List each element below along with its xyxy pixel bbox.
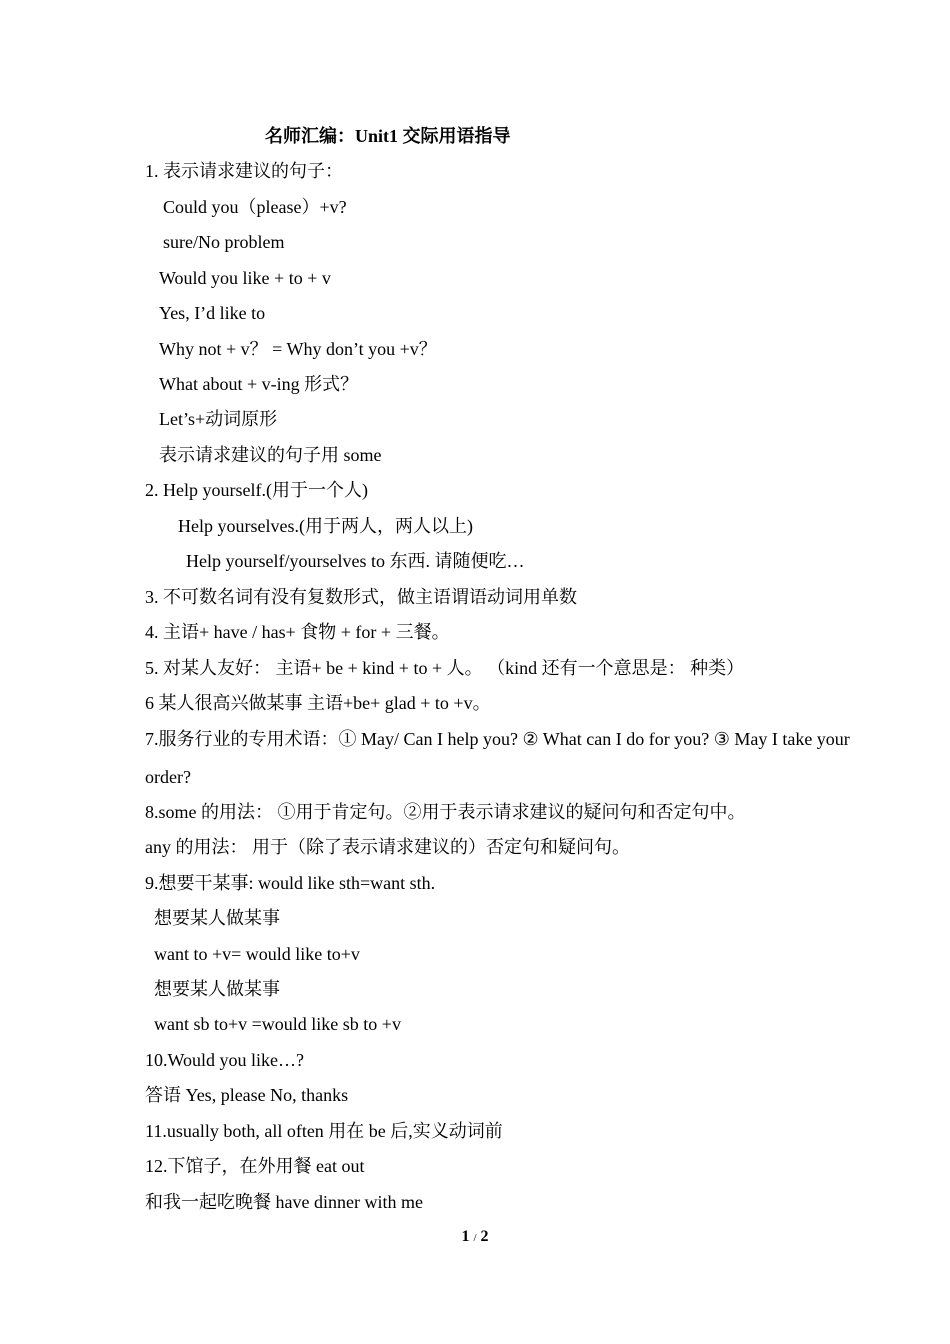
text-line: 想要某人做某事 (154, 908, 280, 928)
text-line: 8.some 的用法： ①用于肯定句。②用于表示请求建议的疑问句和否定句中。 (145, 802, 746, 822)
text-line: sure/No problem (163, 232, 285, 252)
text-line: order? (145, 767, 191, 787)
text-line: 表示请求建议的句子用 some (159, 445, 382, 465)
text-line: Would you like + to + v (159, 268, 331, 288)
text-line: Help yourselves.(用于两人，两人以上) (178, 516, 473, 536)
text-line: 答语 Yes, please No, thanks (145, 1085, 349, 1105)
text-line: 11.usually both, all often 用在 be 后,实义动词前 (145, 1121, 503, 1141)
text-line: What about + v-ing 形式？ (159, 374, 359, 394)
text-line: 2. Help yourself.(用于一个人) (145, 480, 368, 500)
page-number-separator: / (473, 1232, 477, 1244)
page-number-total: 2 (480, 1228, 489, 1245)
text-line: Yes, I’d like to (159, 303, 266, 323)
text-line: any 的用法： 用于（除了表示请求建议的）否定句和疑问句。 (145, 837, 630, 857)
text-line: 10.Would you like…? (145, 1050, 305, 1070)
text-line: 7.服务行业的专用术语：① May/ Can I help you? ② What can I do for you? ③ May I take your (145, 729, 850, 749)
text-line: 6 某人很高兴做某事 主语+be+ glad + to +v。 (145, 693, 491, 713)
text-line: Let’s+动词原形 (159, 409, 278, 429)
text-line: 1. 表示请求建议的句子： (145, 161, 343, 181)
text-line: 4. 主语+ have / has+ 食物 + for + 三餐。 (145, 622, 450, 642)
text-line: want sb to+v =would like sb to +v (154, 1014, 401, 1034)
text-line: 5. 对某人友好： 主语+ be + kind + to + 人。 （kind 还有一个意思是： 种类） (145, 658, 745, 678)
text-line: 和我一起吃晚餐 have dinner with me (145, 1192, 423, 1212)
text-line: 9.想要干某事: would like sth=want sth. (145, 873, 436, 893)
document-title: 名师汇编：Unit1 交际用语指导 (265, 126, 511, 146)
text-line: 3. 不可数名词有没有复数形式，做主语谓语动词用单数 (145, 587, 577, 607)
text-line: Could you（please）+v? (163, 197, 347, 217)
text-line: Help yourself/yourselves to 东西. 请随便吃… (186, 551, 525, 571)
text-line: 想要某人做某事 (154, 979, 280, 999)
text-line: 12.下馆子，在外用餐 eat out (145, 1156, 365, 1176)
page-number (0, 1226, 950, 1249)
text-line: want to +v= would like to+v (154, 944, 360, 964)
page-number-current: 1 (461, 1228, 470, 1245)
text-line: Why not + v？ = Why don’t you +v？ (159, 339, 437, 359)
